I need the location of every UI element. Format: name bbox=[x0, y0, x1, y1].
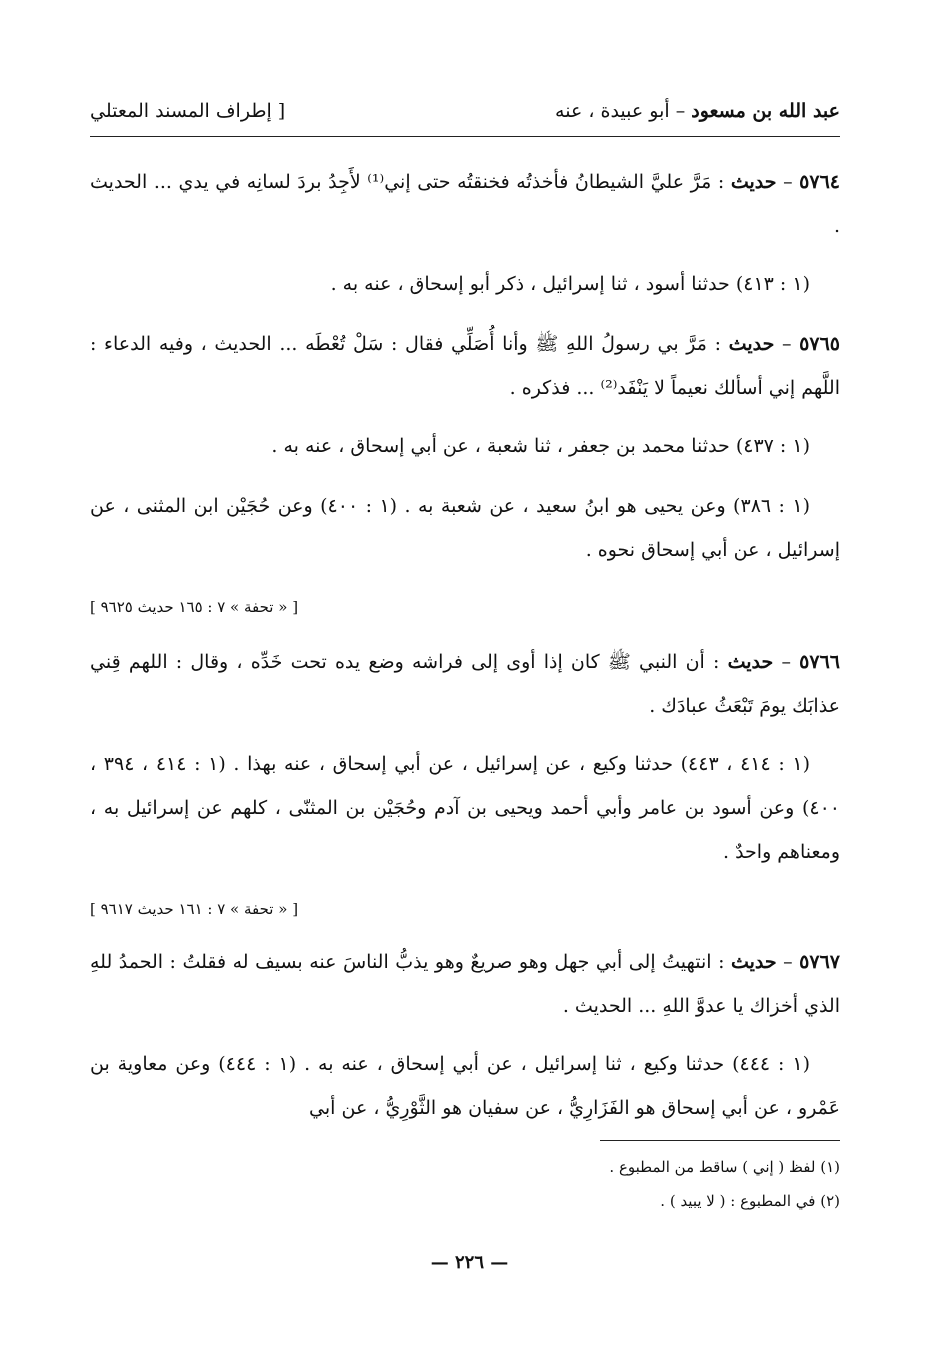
tuhfa-reference: [ « تحفة » ٧ : ١٦٥ حديث ٩٦٢٥ ] bbox=[90, 598, 299, 616]
running-title-rest: – أبو عبيدة ، عنه bbox=[555, 100, 692, 122]
entry-text: : مَرَّ بي رسولُ اللهِ ﷺ وأنا أُصَلِّي فقال : سَلْ تُعْطَه ... الحديث ، وفيه الدعاء : اللَّهم إني أسألك نعيماً لا يَنْفَد⁽²⁾ ... فذكره . bbox=[90, 333, 840, 399]
footnote-divider bbox=[600, 1140, 840, 1141]
isnad-chain: (١ : ٣٨٦) وعن يحيى هو ابنُ سعيد ، عن شعبة به . (١ : ٤٠٠) وعن حُجَيْن ابن المثنى ، عن إسرائيل ، عن أبي إسحاق نحوه . bbox=[90, 495, 840, 561]
entry-number: ٥٧٦٦ bbox=[799, 651, 840, 673]
entry-text: : أن النبي ﷺ كان إذا أوى إلى فراشه وضع يده تحت خَدِّه ، وقال : اللهم قِني عذابَك يومَ تَبْعَثُ عبادَك . bbox=[90, 651, 840, 717]
footnote: (٢) في المطبوع : ( لا يبيد ) . bbox=[660, 1192, 840, 1210]
hadith-entry-5766: ٥٧٦٦ – حديث : أن النبي ﷺ كان إذا أوى إلى فراشه وضع يده تحت خَدِّه ، وقال : اللهم قِني عذابَك يومَ تَبْعَثُ عبادَك . bbox=[90, 651, 840, 717]
entry-number: ٥٧٦٤ bbox=[799, 171, 840, 193]
footnote: (١) لفظ ( إني ) ساقط من المطبوع . bbox=[609, 1158, 840, 1176]
page-header bbox=[90, 96, 840, 137]
entry-keyword: حديث bbox=[728, 333, 775, 355]
entry-text: : انتهيتُ إلى أبي جهل وهو صريعٌ وهو يذبُّ الناسَ عنه بسيف له فقلتُ : الحمدُ للهِ الذي أخزاك يا عدوَّ اللهِ ... الحديث . bbox=[90, 951, 840, 1017]
isnad-chain: (١ : ٤٤٤) حدثنا وكيع ، ثنا إسرائيل ، عن أبي إسحاق ، عنه به . (١ : ٤٤٤) وعن معاوية بن عَمْرو ، عن أبي إسحاق هو الفَزَارِيُّ ، عن سفيان هو الثَّوْرِيُّ ، عن أبي bbox=[90, 1053, 840, 1119]
hadith-entry-5767: ٥٧٦٧ – حديث : انتهيتُ إلى أبي جهل وهو صريعٌ وهو يذبُّ الناسَ عنه بسيف له فقلتُ : الحمدُ للهِ الذي أخزاك يا عدوَّ اللهِ ... الحديث . bbox=[90, 951, 840, 1017]
running-title-bold: عبد الله بن مسعود bbox=[691, 100, 840, 122]
isnad-chain: (١ : ٤١٤ ، ٤٤٣) حدثنا وكيع ، عن إسرائيل ، عن أبي إسحاق ، عنه بهذا . (١ : ٤١٤ ، ٣٩٤ ، ٤٠٠) وعن أسود بن عامر وأبي أحمد ويحيى بن آدم وحُجَيْن بن المثنّى ، كلهم عن إسرائيل به ، ومعناهم واحدٌ . bbox=[90, 753, 840, 863]
entry-number: ٥٧٦٥ bbox=[799, 333, 840, 355]
page-number: — ٢٢٦ — bbox=[430, 1252, 509, 1273]
isnad-chain: (١ : ٤٣٧) حدثنا محمد بن جعفر ، ثنا شعبة ، عن أبي إسحاق ، عنه به . bbox=[271, 435, 810, 457]
entry-keyword: حديث bbox=[730, 951, 777, 973]
isnad-chain: (١ : ٤١٣) حدثنا أسود ، ثنا إسرائيل ، ذكر أبو إسحاق ، عنه به . bbox=[330, 273, 810, 295]
entry-keyword: حديث bbox=[730, 171, 777, 193]
running-title bbox=[555, 100, 840, 122]
entry-text: : مَرَّ عليَّ الشيطانُ فأخذتُه فخنقتُه حتى إني⁽¹⁾ لأَجِدُ بردَ لسانِه في يدي ... الحديث . bbox=[90, 171, 840, 237]
hadith-entry-5765: ٥٧٦٥ – حديث : مَرَّ بي رسولُ اللهِ ﷺ وأنا أُصَلِّي فقال : سَلْ تُعْطَه ... الحديث ، وفيه الدعاء : اللَّهم إني أسألك نعيماً لا يَنْفَد⁽²⁾ ... فذكره . bbox=[90, 333, 840, 399]
tuhfa-reference: [ « تحفة » ٧ : ١٦١ حديث ٩٦١٧ ] bbox=[90, 900, 299, 918]
entry-number: ٥٧٦٧ bbox=[799, 951, 840, 973]
hadith-entry-5764: ٥٧٦٤ – حديث : مَرَّ عليَّ الشيطانُ فأخذتُه فخنقتُه حتى إني⁽¹⁾ لأَجِدُ بردَ لسانِه في يدي ... الحديث . bbox=[90, 171, 840, 237]
book-title: [ إطراف المسند المعتلي bbox=[90, 100, 286, 122]
entry-keyword: حديث bbox=[727, 651, 774, 673]
